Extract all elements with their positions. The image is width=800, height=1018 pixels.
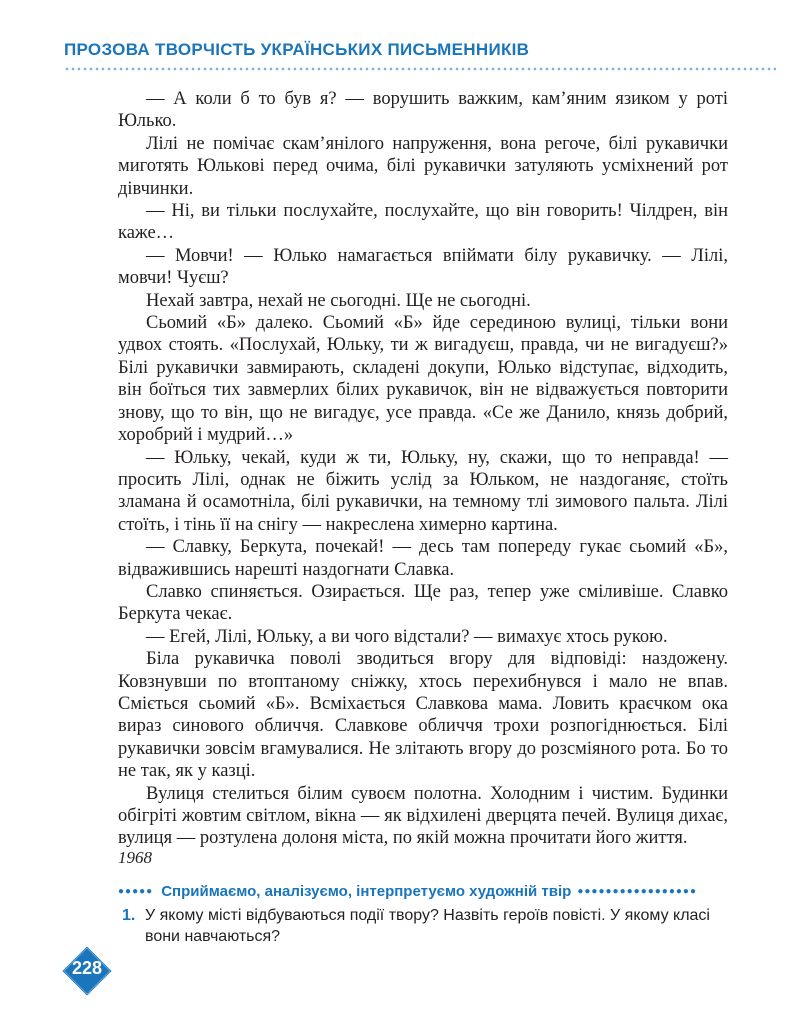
page-number: 228 [71,958,103,978]
paragraph: — Ні, ви тільки послухайте, послухайте, що він говорить! Чілдрен, він каже… [118,201,728,244]
question-item [122,905,730,947]
dots-right-decoration: ●●●●●●●●●●●●●●●●● [577,886,698,897]
section-heading [118,883,728,900]
paragraph: Нехай завтра, нехай не сьогодні. Ще не сьогодні. [146,290,531,311]
section-title: Сприймаємо, аналізуємо, інтерпретуємо художній твір [161,883,572,900]
question-text: У якому місті відбуваються події твору? Назвіть героїв повісті. У якому класі вони навчаються? [145,907,710,945]
paragraph: — Егей, Лілі, Юльку, а ви чого відстали? — вимахує хтось рукою. [146,626,668,647]
paragraph: Сьомий «Б» далеко. Сьомий «Б» йде серединою вулиці, тільки вони удвох стоять. «Послухай, Юльку, ти ж вигадуєш, правда, чи не вигадуєш?» Білі рукавички завмирають, складені докупи, Юлько відступає, відходить, він боїться тих завмерлих білих рукавичок, він не відважується повторити знову, що то він, що не вигадує, усе правда. «Се же Данило, князь добрий, хоробрий і мудрий…» [118,313,728,446]
paragraph: — А коли б то був я? — ворушить важким, кам’яним язиком у роті Юлько. [118,89,728,132]
paragraph: — Мовчи! — Юлько намагається впіймати білу рукавичку. — Лілі, мовчи! Чуєш? [118,245,728,289]
paragraph: Лілі не помічає скам’янілого напруження, вона регоче, білі рукавички миготять Юлькові перед очима, білі рукавички затуляють усміхнений рот дівчинки. [118,133,728,199]
publication-year: 1968 [118,848,152,867]
header-dotted-divider [64,67,776,71]
paragraph: Славко спиняється. Озирається. Ще раз, тепер уже сміливіше. Славко Беркута чекає. [118,581,728,625]
paragraph: — Юльку, чекай, куди ж ти, Юльку, ну, скажи, що то неправда! — просить Лілі, однак не біжить услід за Юльком, не наздоганяє, стоїть зламана й осамотніла, білі рукавички, на темному тлі зимового пальта. Лілі стоїть, і тінь її на снігу — накреслена химерно картина. [118,447,728,535]
paragraph: Вулиця стелиться білим сувоєм полотна. Холодним і чистим. Будинки обігріті жовтим світлом, вікна — як відхилені дверцята печей. Вулиця дихає, вулиця — розтулена долоня міста, по якій можна прочитати його життя. [118,783,728,849]
story-text [118,88,728,850]
running-header: ПРОЗОВА ТВОРЧІСТЬ УКРАЇНСЬКИХ ПИСЬМЕННИКІВ [64,40,530,59]
paragraph: Біла рукавичка поволі зводиться вгору для відповіді: наздожену. Ковзнувши по втоптаному сніжку, хтось перехибнувся і мало не впав. Сміється сьомий «Б». Всміхається Славкова мама. Ловить краєчком ока вираз синового обличчя. Славкове обличчя трохи розпогіднюється. Білі рукавички зовсім вгамувалися. Не злітають вгору до розсміяного рота. Бо то не так, як у казці. [118,649,728,782]
dots-left-decoration: ●●●●● [118,886,154,897]
question-number: 1. [122,907,136,924]
paragraph: — Славку, Беркута, почекай! — десь там попереду гукає сьомий «Б», відважившись нарешті наздогнати Славка. [118,537,728,580]
